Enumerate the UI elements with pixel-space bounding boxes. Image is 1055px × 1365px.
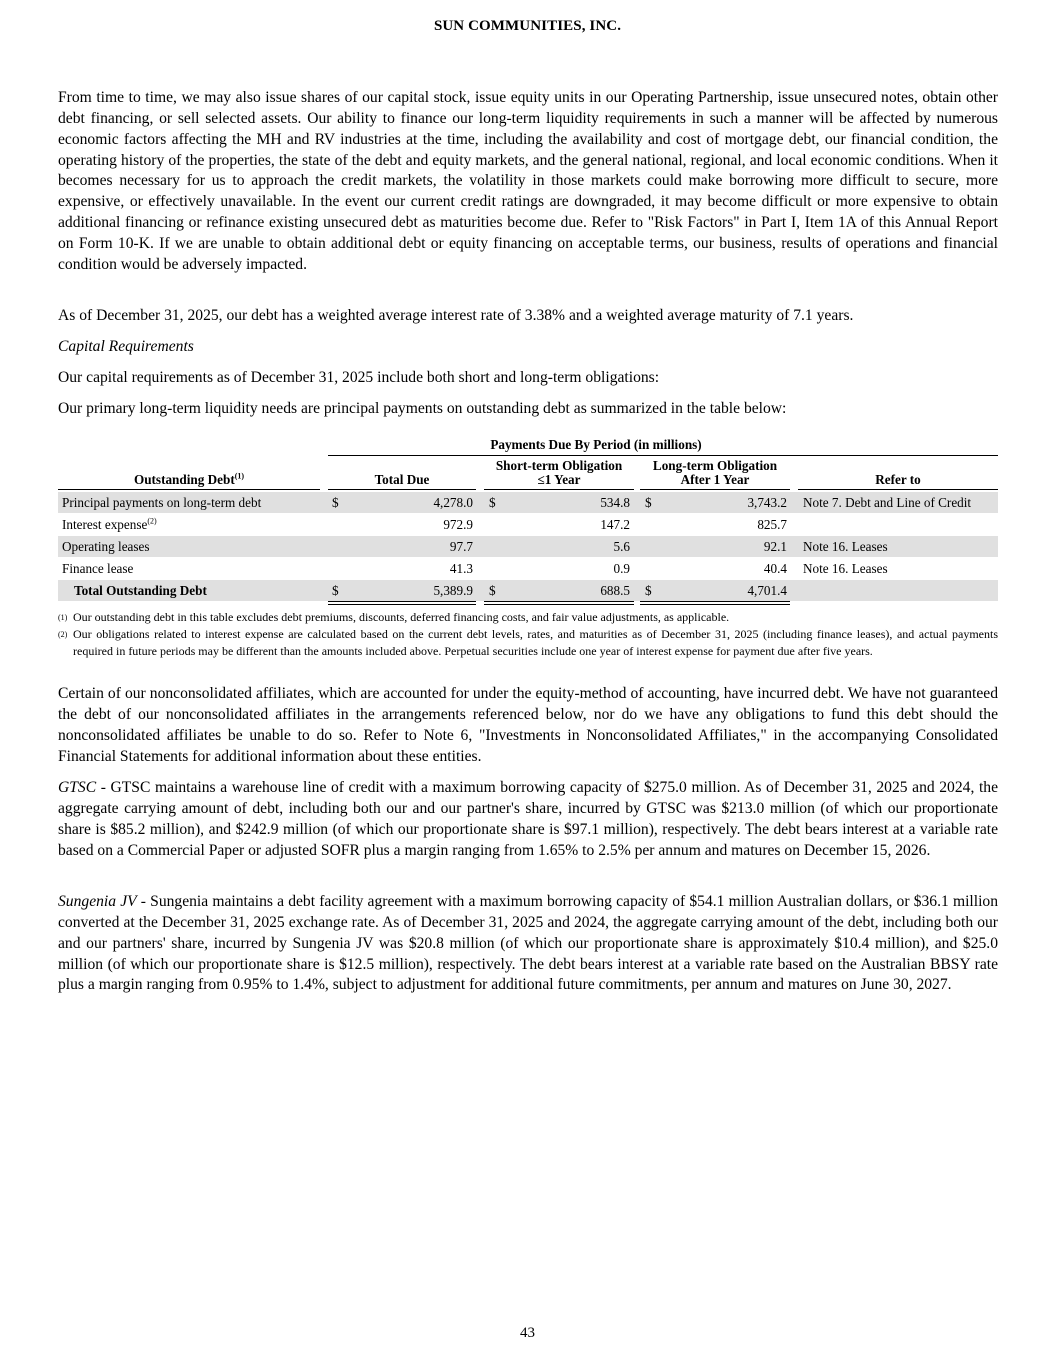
row-label-text: Interest expense	[62, 517, 148, 532]
currency-symbol: $	[645, 495, 652, 510]
header-rule	[798, 489, 998, 490]
table-total-row	[58, 580, 998, 601]
col-header-short-1: Short-term Obligation	[495, 458, 623, 473]
footnote-marker: (1)	[58, 613, 68, 622]
col-header-long-2: After 1 Year	[680, 472, 750, 487]
header-rule	[484, 489, 634, 490]
total-due-value: 41.3	[449, 561, 473, 576]
col-header-long-1: Long-term Obligation	[652, 458, 778, 473]
total-double-rule	[328, 601, 476, 605]
row-label: Principal payments on long-term debt	[62, 495, 262, 510]
gtsc-label: GTSC	[58, 779, 97, 796]
paragraph-capital-requirements: Our capital requirements as of December 31, 2025 include both short and long-term obligations:	[58, 369, 660, 386]
total-double-rule	[484, 601, 634, 605]
short-term-sum: 688.5	[600, 583, 630, 598]
short-term-value: 0.9	[613, 561, 630, 576]
paragraph-gtsc	[58, 778, 998, 861]
short-term-value: 147.2	[600, 517, 630, 532]
table-row	[58, 492, 998, 513]
table-group-header: Payments Due By Period (in millions)	[490, 437, 702, 452]
refer-to-value: Note 16. Leases	[803, 539, 888, 554]
paragraph-nonconsolidated: Certain of our nonconsolidated affiliates, which are accounted for under the equity-method of accounting, have incurred debt. We have not guaranteed the debt of our nonconsolidated affiliates in the arrangements referenced below, nor do we have any obligations to fund this debt should the nonconsolidated affiliates be unable to do so. Refer to Note 6, "Investments in Nonconsolidated Affiliates," in the accompanying Consolidated Financial Statements for additional information about these entities.	[58, 685, 998, 765]
paragraph-liquidity-needs: Our primary long-term liquidity needs are principal payments on outstanding debt as summarized in the table below:	[58, 400, 787, 417]
total-due-value: 97.7	[449, 539, 473, 554]
currency-symbol: $	[489, 583, 496, 598]
footnote-text: Our obligations related to interest expense are calculated based on the current debt levels, rates, and maturities as of December 31, 2025 (including finance leases), and actual payments required in future periods may be different than the amounts included above. Perpetual securities include one year of interest expense for payment due after five years.	[73, 627, 998, 658]
col-header-outstanding	[58, 472, 320, 488]
sungenia-text: - Sungenia maintains a debt facility agreement with a maximum borrowing capacity of $54.1 million Australian dollars, or $36.1 million converted at the December 31, 2025 exchange rate. As of December 31, 2025 and 2024, the aggregate carrying amount of the debt, including both our and our partners' share, incurred by Sungenia JV was $20.8 million (of which our proportionate share is approximately $10.4 million), and $25.0 million (of which our proportionate share is $12.5 million), respectively. The debt bears interest at a variable rate based on the Australian BBSY rate plus a margin ranging from 0.95% to 1.4%, subject to adjustment for additional future commitments, per annum and matures on June 30, 2027.	[58, 893, 998, 994]
currency-symbol: $	[489, 495, 496, 510]
header-rule	[58, 489, 320, 490]
total-due-sum: 5,389.9	[433, 583, 473, 598]
header-rule	[328, 489, 476, 490]
header-rule	[640, 489, 790, 490]
page-number: 43	[520, 1325, 535, 1341]
gtsc-text: - GTSC maintains a warehouse line of credit with a maximum borrowing capacity of $275.0 million. As of December 31, 2025 and 2024, the aggregate carrying amount of debt, including both our and our partner's share, incurred by GTSC was $213.0 million (of which our proportionate share is $85.2 million), and $242.9 million (of which our proportionate share is $97.1 million), respectively. The debt bears interest at a variable rate based on a Commercial Paper or adjusted SOFR plus a margin ranging from 1.65% to 2.5% per annum and matures on December 15, 2026.	[58, 779, 998, 859]
short-term-value: 534.8	[600, 495, 630, 510]
currency-symbol: $	[332, 583, 339, 598]
long-term-value: 3,743.2	[747, 495, 787, 510]
row-label	[62, 517, 157, 533]
total-due-value: 4,278.0	[433, 495, 473, 510]
table-row	[58, 536, 998, 557]
paragraph-sungenia	[58, 892, 998, 996]
sungenia-label: Sungenia JV	[58, 893, 137, 910]
currency-symbol: $	[332, 495, 339, 510]
group-header-rule	[328, 455, 998, 456]
company-header: SUN COMMUNITIES, INC.	[433, 18, 622, 34]
total-double-rule	[640, 601, 790, 605]
capital-requirements-heading: Capital Requirements	[58, 338, 194, 355]
col-header-refer: Refer to	[875, 472, 921, 487]
footnote-text: Our outstanding debt in this table excludes debt premiums, discounts, deferred financing costs, and fair value adjustments, as applicable.	[73, 610, 730, 624]
col-header-short-2: ≤1 Year	[537, 472, 581, 487]
currency-symbol: $	[645, 583, 652, 598]
col-header-outstanding-label: Outstanding Debt	[133, 472, 235, 487]
row-label: Operating leases	[62, 539, 150, 554]
long-term-value: 40.4	[763, 561, 787, 576]
long-term-value: 92.1	[763, 539, 787, 554]
footnote-ref-1: (1)	[234, 471, 245, 481]
footnote-ref-2: (2)	[147, 516, 157, 526]
total-due-value: 972.9	[443, 517, 473, 532]
refer-to-value: Note 7. Debt and Line of Credit	[803, 495, 972, 510]
footnote-marker: (2)	[58, 630, 68, 639]
table-row	[58, 558, 998, 579]
table-row	[58, 514, 998, 535]
short-term-value: 5.6	[613, 539, 630, 554]
refer-to-value: Note 16. Leases	[803, 561, 888, 576]
long-term-sum: 4,701.4	[747, 583, 787, 598]
long-term-value: 825.7	[757, 517, 787, 532]
row-label: Finance lease	[62, 561, 134, 576]
col-header-total: Total Due	[374, 472, 430, 487]
total-row-label: Total Outstanding Debt	[74, 583, 207, 598]
paragraph-interest-rate: As of December 31, 2025, our debt has a weighted average interest rate of 3.38% and a weighted average maturity of 7.1 years.	[58, 307, 854, 324]
paragraph-financing: From time to time, we may also issue shares of our capital stock, issue equity units in our Operating Partnership, issue unsecured notes, obtain other debt financing, or sell selected assets. Our ability to finance our long-term liquidity requirements in such a manner will be affected by numerous economic factors affecting the MH and RV industries at the time, including the availability and cost of mortgage debt, our financial condition, the operating history of the properties, the state of the debt and equity markets, and the general national, regional, and local economic conditions. When it becomes necessary for us to approach the credit markets, the volatility in those markets could make borrowing more difficult to secure, more expensive, or effectively unavailable. In the event our current credit ratings are downgraded, it may become difficult or more expensive to obtain additional financing or refinance existing unsecured debt as maturities become due. Refer to "Risk Factors" in Part I, Item 1A of this Annual Report on Form 10-K. If we are unable to obtain additional debt or equity financing on acceptable terms, our business, results of operations and financial condition would be adversely impacted.	[58, 89, 998, 273]
